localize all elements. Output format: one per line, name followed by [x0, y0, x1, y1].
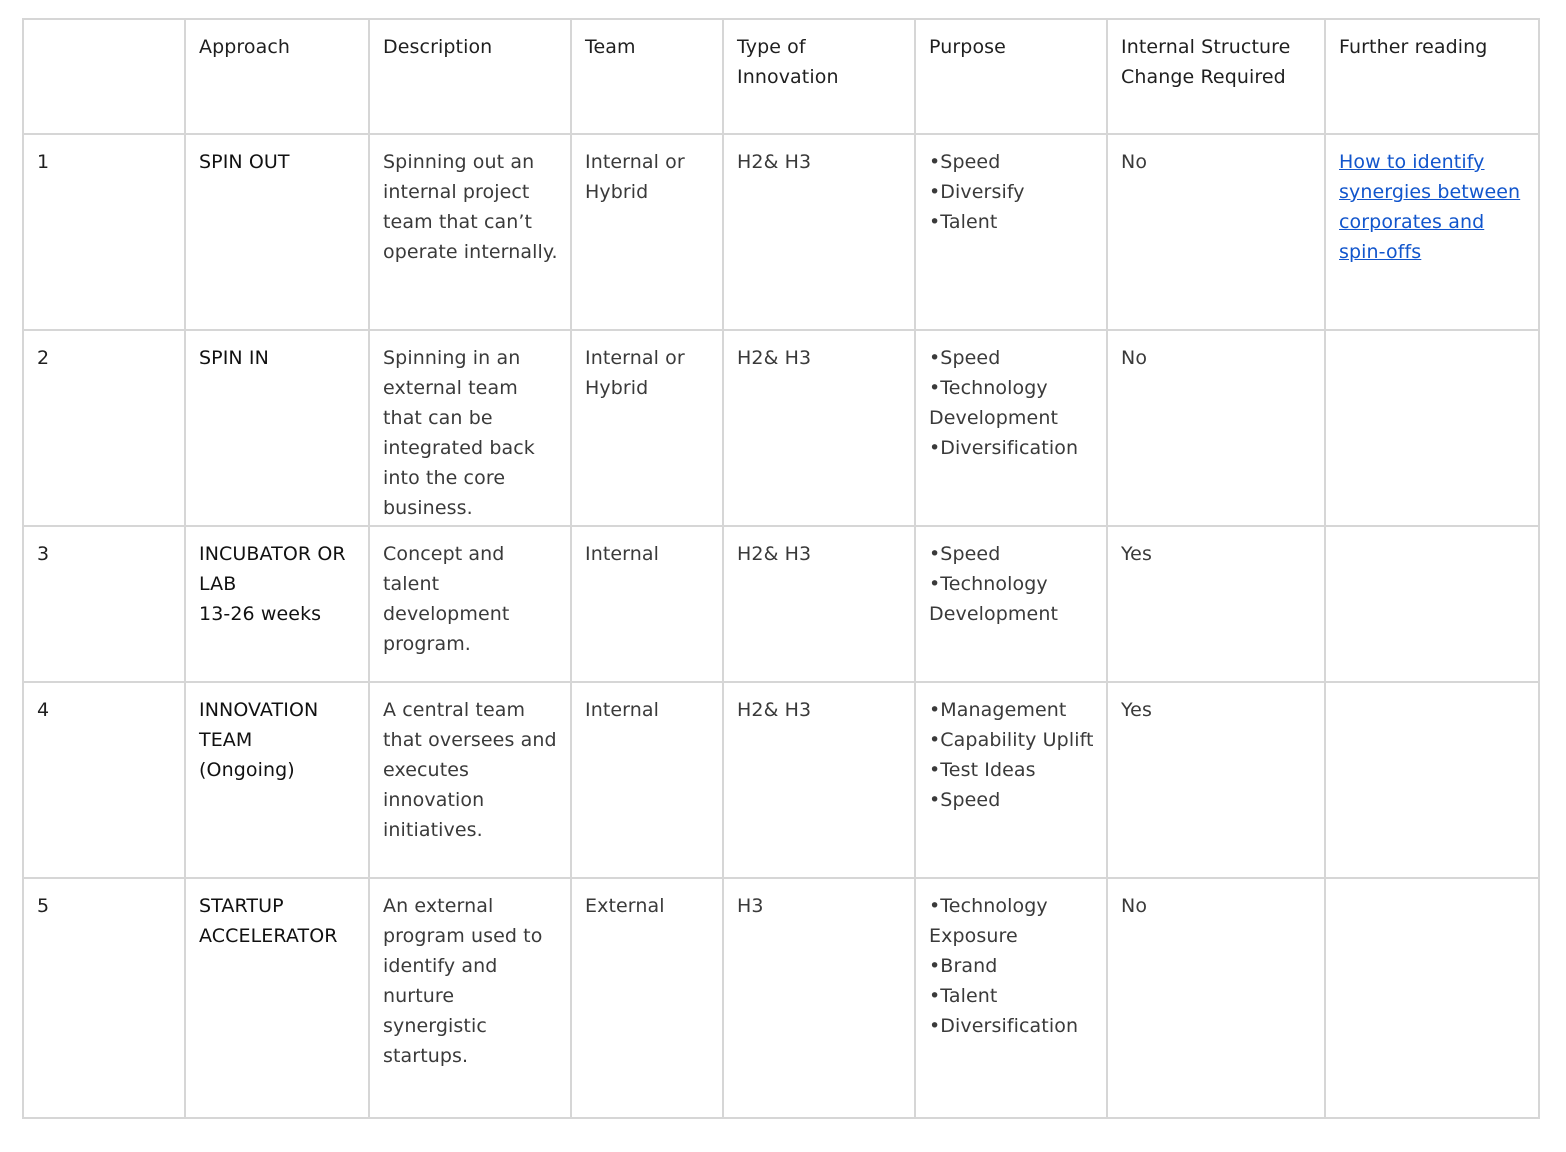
table-row — [23, 878, 1539, 1118]
header-further-reading: Further reading — [1325, 19, 1539, 134]
table-row — [23, 526, 1539, 682]
innovation-cell: H2& H3 — [723, 682, 915, 878]
innovation-cell: H2& H3 — [723, 330, 915, 526]
purpose-item: •Speed — [929, 789, 1001, 811]
innovation-cell: H2& H3 — [723, 134, 915, 330]
description-cell: A central team that oversees and executes innovation initiatives. — [369, 682, 571, 878]
purpose-cell — [915, 330, 1107, 526]
header-number — [23, 19, 185, 134]
team-cell: Internal — [571, 526, 723, 682]
approach-duration: 13-26 weeks — [199, 603, 322, 625]
purpose-item: •Speed — [929, 347, 1001, 369]
table-row — [23, 134, 1539, 330]
further-reading-cell — [1325, 330, 1539, 526]
innovation-cell: H3 — [723, 878, 915, 1118]
row-number: 3 — [23, 526, 185, 682]
purpose-item: •Management — [929, 699, 1067, 721]
purpose-item: •Technology Development — [929, 573, 1059, 625]
approach-cell — [185, 878, 369, 1118]
purpose-item: •Talent — [929, 985, 998, 1007]
purpose-item: •Test Ideas — [929, 759, 1036, 781]
further-reading-cell — [1325, 878, 1539, 1118]
further-reading-cell — [1325, 682, 1539, 878]
header-purpose: Purpose — [915, 19, 1107, 134]
description-cell: Concept and talent development program. — [369, 526, 571, 682]
row-number: 5 — [23, 878, 185, 1118]
team-cell: Internal — [571, 682, 723, 878]
purpose-item: •Brand — [929, 955, 998, 977]
further-reading-link[interactable]: How to identify synergies between corporates and spin-offs — [1339, 151, 1521, 263]
purpose-item: •Diversify — [929, 181, 1025, 203]
purpose-item: •Talent — [929, 211, 998, 233]
approach-cell — [185, 134, 369, 330]
structure-change-cell: No — [1107, 878, 1325, 1118]
approach-name: INCUBATOR OR LAB — [199, 543, 346, 595]
structure-change-cell: No — [1107, 330, 1325, 526]
structure-change-cell: Yes — [1107, 682, 1325, 878]
further-reading-cell — [1325, 134, 1539, 330]
purpose-cell — [915, 134, 1107, 330]
purpose-item: •Technology Development — [929, 377, 1059, 429]
team-cell: Internal or Hybrid — [571, 134, 723, 330]
purpose-item: •Speed — [929, 151, 1001, 173]
purpose-item: •Diversification — [929, 1015, 1079, 1037]
purpose-cell — [915, 682, 1107, 878]
structure-change-cell: Yes — [1107, 526, 1325, 682]
purpose-item: •Technology Exposure — [929, 895, 1048, 947]
header-structure-change: Internal Structure Change Required — [1107, 19, 1325, 134]
purpose-cell — [915, 878, 1107, 1118]
approach-cell — [185, 682, 369, 878]
purpose-item: •Speed — [929, 543, 1001, 565]
approach-cell — [185, 330, 369, 526]
purpose-item: •Diversification — [929, 437, 1079, 459]
approach-name: SPIN OUT — [199, 151, 290, 173]
approach-name: INNOVATION TEAM — [199, 699, 319, 751]
approach-name: STARTUP ACCELERATOR — [199, 895, 338, 947]
row-number: 1 — [23, 134, 185, 330]
purpose-cell — [915, 526, 1107, 682]
description-cell: An external program used to identify and nurture synergistic startups. — [369, 878, 571, 1118]
row-number: 4 — [23, 682, 185, 878]
team-cell: Internal or Hybrid — [571, 330, 723, 526]
header-approach: Approach — [185, 19, 369, 134]
header-innovation-type: Type of Innovation — [723, 19, 915, 134]
description-cell: Spinning in an external team that can be integrated back into the core business. — [369, 330, 571, 526]
team-cell: External — [571, 878, 723, 1118]
header-row — [23, 19, 1539, 134]
description-cell: Spinning out an internal project team that can’t operate internally. — [369, 134, 571, 330]
approach-duration: (Ongoing) — [199, 759, 295, 781]
purpose-item: •Capability Uplift — [929, 729, 1094, 751]
table-row — [23, 330, 1539, 526]
structure-change-cell: No — [1107, 134, 1325, 330]
header-team: Team — [571, 19, 723, 134]
innovation-approaches-table — [22, 18, 1540, 1119]
further-reading-cell — [1325, 526, 1539, 682]
approach-cell — [185, 526, 369, 682]
header-description: Description — [369, 19, 571, 134]
approach-name: SPIN IN — [199, 347, 269, 369]
innovation-cell: H2& H3 — [723, 526, 915, 682]
row-number: 2 — [23, 330, 185, 526]
table-row — [23, 682, 1539, 878]
